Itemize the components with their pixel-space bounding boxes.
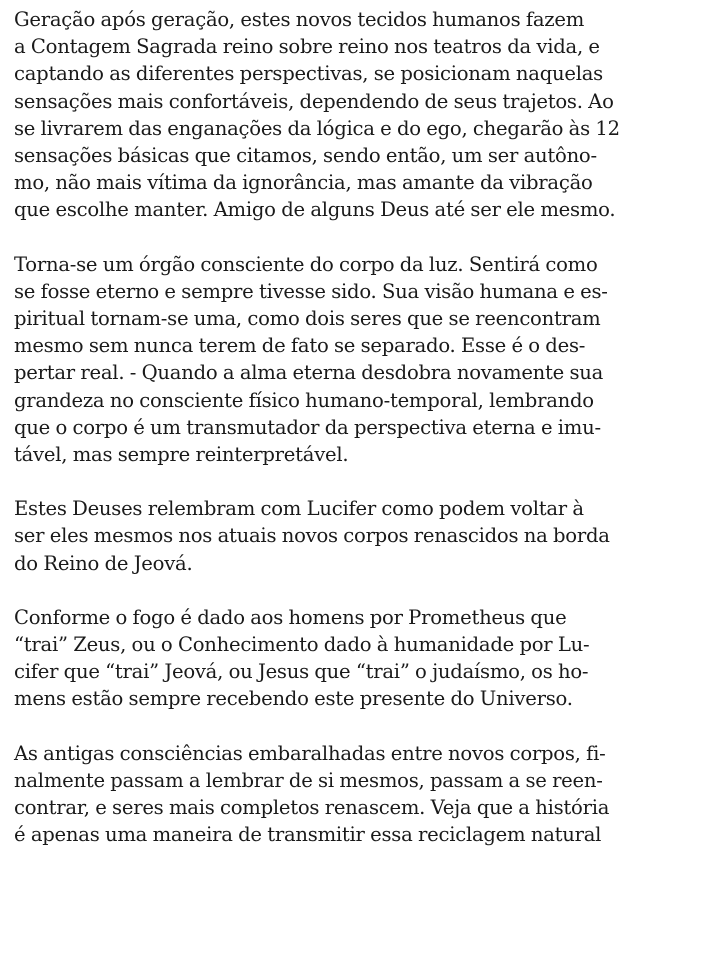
text-line: que escolhe manter. Amigo de alguns Deus até ser ele mesmo. bbox=[14, 198, 616, 222]
paragraph-1 bbox=[14, 6, 704, 224]
text-line: é apenas uma maneira de transmitir essa reciclagem natural bbox=[14, 823, 602, 847]
text-line: Estes Deuses relembram com Lucifer como podem voltar à bbox=[14, 497, 584, 521]
text-line: ser eles mesmos nos atuais novos corpos renascidos na borda bbox=[14, 524, 610, 548]
text-line: captando as diferentes perspectivas, se posicionam naquelas bbox=[14, 62, 603, 86]
text-line: sensações mais confortáveis, dependendo de seus trajetos. Ao bbox=[14, 89, 614, 113]
text-line: se livrarem das enganações da lógica e do ego, chegarão às 12 bbox=[14, 116, 620, 140]
text-line: grandeza no consciente físico humano-temporal, lembrando bbox=[14, 388, 594, 412]
text-line: nalmente passam a lembrar de si mesmos, passam a se reen- bbox=[14, 768, 603, 792]
text-line: mo, não mais vítima da ignorância, mas amante da vibração bbox=[14, 171, 593, 195]
text-line: Geração após geração, estes novos tecidos humanos fazem bbox=[14, 8, 585, 31]
text-line: cifer que “trai” Jeová, ou Jesus que “trai” o judaísmo, os ho- bbox=[14, 660, 589, 684]
text-line: sensações básicas que citamos, sendo então, um ser autôno- bbox=[14, 144, 597, 168]
text-line: Conforme o fogo é dado aos homens por Prometheus que bbox=[14, 605, 567, 629]
text-line: mesmo sem nunca terem de fato se separado. Esse é o des- bbox=[14, 334, 586, 358]
paragraph-4 bbox=[14, 604, 704, 713]
text-line: a Contagem Sagrada reino sobre reino nos teatros da vida, e bbox=[14, 35, 600, 59]
text-line: contrar, e seres mais completos renascem. Veja que a história bbox=[14, 796, 610, 820]
paragraph-5 bbox=[14, 740, 704, 849]
text-line: que o corpo é um transmutador da perspectiva eterna e imu- bbox=[14, 415, 601, 439]
text-line: Torna-se um órgão consciente do corpo da luz. Sentirá como bbox=[14, 252, 598, 276]
document-page bbox=[14, 6, 704, 875]
paragraph-3 bbox=[14, 495, 704, 577]
text-line: mens estão sempre recebendo este presente do Universo. bbox=[14, 687, 573, 711]
text-line: se fosse eterno e sempre tivesse sido. Sua visão humana e es- bbox=[14, 279, 608, 303]
paragraph-2 bbox=[14, 251, 704, 469]
text-line: do Reino de Jeová. bbox=[14, 551, 193, 575]
text-line: pertar real. - Quando a alma eterna desdobra novamente sua bbox=[14, 361, 604, 385]
text-line: tável, mas sempre reinterpretável. bbox=[14, 443, 349, 467]
text-line: “trai” Zeus, ou o Conhecimento dado à humanidade por Lu- bbox=[14, 633, 590, 657]
text-line: As antigas consciências embaralhadas entre novos corpos, fi- bbox=[14, 741, 606, 765]
text-line: piritual tornam-se uma, como dois seres que se reencontram bbox=[14, 307, 601, 331]
